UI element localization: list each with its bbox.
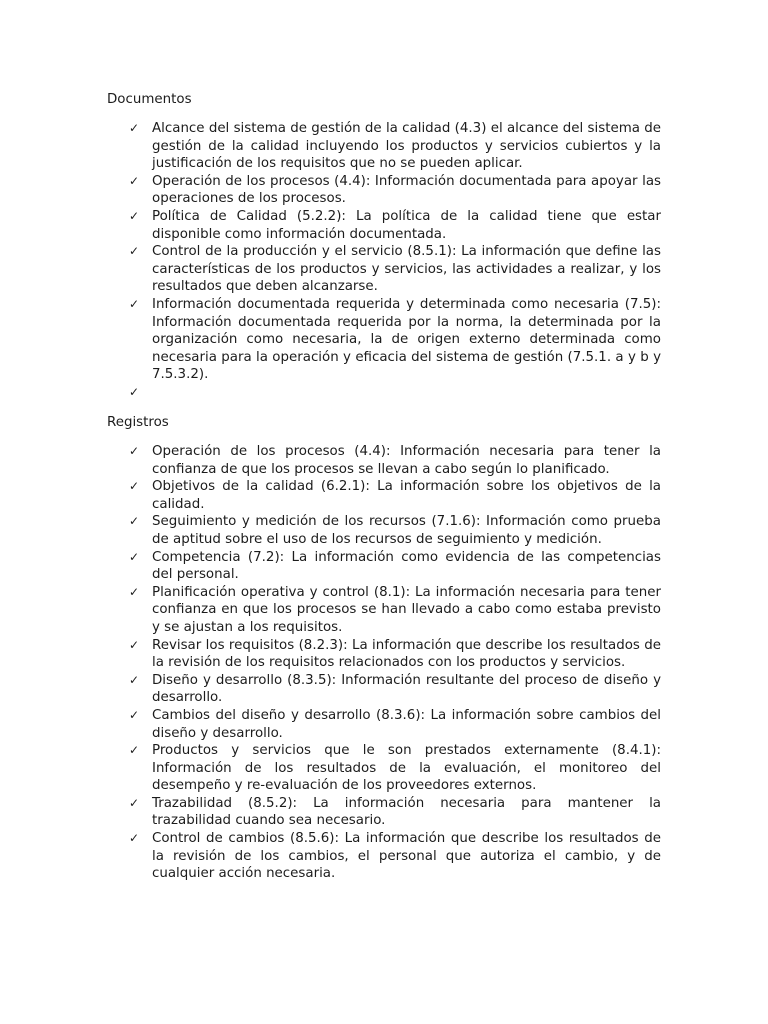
list-item bbox=[126, 173, 661, 208]
checkmark-icon: ✓ bbox=[129, 121, 140, 135]
list-item bbox=[126, 243, 661, 296]
documentos-list bbox=[126, 120, 661, 402]
list-item-text: Objetivos de la calidad (6.2.1): La información sobre los objetivos de la calidad. bbox=[152, 479, 661, 512]
list-item bbox=[126, 830, 661, 883]
list-item-text: Alcance del sistema de gestión de la calidad (4.3) el alcance del sistema de gestión de la calidad incluyendo los productos y servicios cubiertos y la justificación de los requisitos que no se pueden aplicar. bbox=[152, 121, 661, 172]
list-item bbox=[126, 549, 661, 584]
checkmark-icon: ✓ bbox=[129, 672, 140, 687]
checkmark-icon: ✓ bbox=[129, 208, 140, 223]
list-item bbox=[126, 707, 661, 742]
checkmark-icon: ✓ bbox=[129, 514, 140, 529]
checkmark-icon: ✓ bbox=[129, 637, 140, 652]
checkmark-icon: ✓ bbox=[129, 707, 140, 722]
list-item bbox=[126, 478, 661, 513]
list-item bbox=[126, 672, 661, 707]
list-item-text: Información documentada requerida y determinada como necesaria (7.5): Información documentada requerida por la norma, la determinada por la organización como necesaria, la de origen externo determinada como necesaria para la operación y eficacia del sistema de gestión (7.5.1. a y b y 7.5.3.2). bbox=[152, 296, 661, 383]
list-item-text: Diseño y desarrollo (8.3.5): Información resultante del proceso de diseño y desarrollo. bbox=[152, 672, 661, 706]
checkmark-icon: ✓ bbox=[129, 244, 140, 259]
list-item bbox=[126, 208, 661, 243]
list-item-empty bbox=[126, 384, 661, 402]
section-title-documentos: Documentos bbox=[107, 92, 192, 107]
list-item-text: Revisar los requisitos (8.2.3): La información que describe los resultados de la revisión de los requisitos relacionados con los productos y servicios. bbox=[152, 637, 661, 671]
list-item-text: Seguimiento y medición de los recursos (7.1.6): Información como prueba de aptitud sobre el uso de los recursos de seguimiento y medición. bbox=[152, 514, 661, 547]
list-item bbox=[126, 742, 661, 795]
list-item-text: Operación de los procesos (4.4): Información documentada para apoyar las operaciones de los procesos. bbox=[152, 173, 661, 207]
list-item-text: Productos y servicios que le son prestados externamente (8.4.1): Información de los resultados de la evaluación, el monitoreo del desempeño y re-evaluación de los proveedores externos. bbox=[152, 743, 661, 794]
list-item-text: Política de Calidad (5.2.2): La política de la calidad tiene que estar disponible como información documentada. bbox=[152, 208, 661, 242]
list-item bbox=[126, 443, 661, 478]
checkmark-icon: ✓ bbox=[129, 584, 140, 599]
list-item-text: Planificación operativa y control (8.1): La información necesaria para tener confianza en que los procesos se han llevado a cabo como estaba previsto y se ajustan a los requisitos. bbox=[152, 584, 661, 635]
checkmark-icon: ✓ bbox=[129, 479, 140, 494]
section-title-registros: Registros bbox=[107, 415, 169, 430]
checkmark-icon: ✓ bbox=[129, 549, 140, 564]
list-item-text: Trazabilidad (8.5.2): La información necesaria para mantener la trazabilidad cuando sea necesario. bbox=[152, 795, 661, 829]
list-item-text: Operación de los procesos (4.4): Información necesaria para tener la confianza de que los procesos se llevan a cabo según lo planificado. bbox=[152, 444, 661, 477]
list-item bbox=[126, 637, 661, 672]
list-item-text: Competencia (7.2): La información como evidencia de las competencias del personal. bbox=[152, 549, 661, 583]
list-item bbox=[126, 795, 661, 830]
list-item bbox=[126, 120, 661, 173]
checkmark-icon: ✓ bbox=[129, 384, 140, 399]
list-item-text: Cambios del diseño y desarrollo (8.3.6): La información sobre cambios del diseño y desarrollo. bbox=[152, 707, 661, 741]
checkmark-icon: ✓ bbox=[129, 444, 140, 458]
list-item bbox=[126, 584, 661, 637]
checkmark-icon: ✓ bbox=[129, 296, 140, 311]
list-item-text: Control de la producción y el servicio (8.5.1): La información que define las características de los productos y servicios, las actividades a realizar, y los resultados que deben alcanzarse. bbox=[152, 244, 661, 295]
list-item bbox=[126, 513, 661, 548]
checkmark-icon: ✓ bbox=[129, 743, 140, 758]
checkmark-icon: ✓ bbox=[129, 173, 140, 188]
checkmark-icon: ✓ bbox=[129, 831, 140, 846]
registros-list bbox=[126, 443, 661, 883]
list-item-text: Control de cambios (8.5.6): La información que describe los resultados de la revisión de los cambios, el personal que autoriza el cambio, y de cualquier acción necesaria. bbox=[152, 831, 661, 882]
list-item bbox=[126, 296, 661, 384]
checkmark-icon: ✓ bbox=[129, 795, 140, 810]
